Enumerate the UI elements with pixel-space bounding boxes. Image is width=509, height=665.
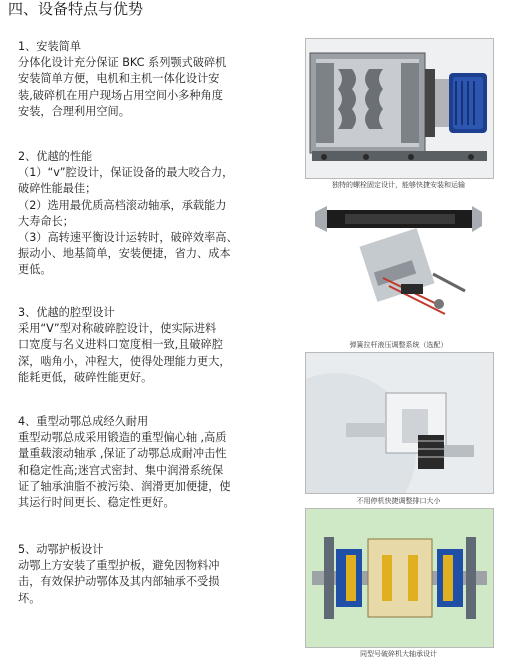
feature-heading: 1、安装简单 bbox=[18, 40, 82, 53]
feature-line: 采用“V”型对称破碎腔设计，使实际进料 bbox=[18, 322, 217, 336]
figure-caption: 不用停机快捷调整排口大小 bbox=[356, 497, 441, 505]
feature-line: 量重载滚动轴承 ,保证了动鄂总成耐冲击性 bbox=[18, 447, 227, 461]
feature-line: 分体化设计充分保证 BKC 系列颚式破碎机 bbox=[18, 56, 227, 70]
figure-caption: 独特的螺栓固定设计，能够快捷安装和运输 bbox=[332, 181, 465, 189]
crusher-assembly-illustration bbox=[306, 39, 493, 178]
section-title: 四、设备特点与优势 bbox=[8, 0, 144, 18]
figure-caption: 弹簧拉杆液压调整系统（选配） bbox=[349, 341, 448, 349]
crusher-assembly-figure bbox=[305, 38, 494, 179]
feature-heading: 4、重型动鄂总成经久耐用 bbox=[18, 415, 149, 428]
hydraulic-system-figure bbox=[305, 196, 492, 336]
discharge-adjust-illustration bbox=[306, 353, 493, 493]
feature-section-1 bbox=[18, 39, 250, 120]
feature-line: 证了轴承油脂不被污染、润滑更加便捷，使 bbox=[18, 479, 231, 493]
feature-line: 击，有效保护动鄂体及其内部轴承不受损 bbox=[18, 575, 220, 589]
feature-heading: 5、动鄂护板设计 bbox=[18, 543, 104, 556]
hydraulic-system-illustration bbox=[305, 196, 492, 336]
feature-line: （1）“v”腔设计，保证设备的最大咬合力， bbox=[18, 166, 234, 180]
feature-section-3 bbox=[18, 305, 250, 386]
feature-section-2 bbox=[18, 149, 250, 279]
feature-line: 破碎性能最佳； bbox=[18, 182, 97, 196]
feature-line: 口宽度与名义进料口宽度相一致,且破碎腔 bbox=[18, 338, 223, 352]
feature-line: 安装，合理利用空间。 bbox=[18, 104, 130, 118]
feature-line: 更低。 bbox=[18, 263, 52, 277]
feature-line: 动鄂上方安装了重型护板，避免因物料冲 bbox=[18, 559, 220, 573]
feature-line: 其运行时间更长、稳定性更好。 bbox=[18, 496, 175, 510]
feature-section-4 bbox=[18, 414, 250, 511]
feature-line: 深，啮角小，冲程大，使得处理能力更大， bbox=[18, 354, 231, 368]
feature-line: 能耗更低，破碎性能更好。 bbox=[18, 370, 153, 384]
feature-line: （3）高转速平衡设计运转时，破碎效率高、 bbox=[18, 231, 238, 245]
feature-line: 大寿命长； bbox=[18, 214, 74, 228]
feature-heading: 3、优越的腔型设计 bbox=[18, 306, 115, 319]
feature-line: 安装简单方便，电机和主机一体化设计安 bbox=[18, 72, 220, 86]
discharge-adjust-figure bbox=[305, 352, 494, 494]
feature-line: 装,破碎机在用户现场占用空间小多种角度 bbox=[18, 88, 223, 102]
feature-line: 振动小、地基简单，安装便捷，省力、成本 bbox=[18, 247, 231, 261]
bearing-design-figure bbox=[305, 508, 494, 648]
bearing-design-illustration bbox=[306, 509, 493, 647]
feature-line: 坏。 bbox=[18, 591, 41, 605]
feature-line: 和稳定性高;迷宫式密封、集中润滑系统保 bbox=[18, 463, 224, 477]
figure-caption: 同型号破碎机大轴承设计 bbox=[360, 650, 437, 658]
feature-line: 重型动鄂总成采用锻造的重型偏心轴 ,高质 bbox=[18, 431, 227, 445]
feature-section-5 bbox=[18, 542, 250, 607]
feature-heading: 2、优越的性能 bbox=[18, 150, 93, 163]
feature-line: （2）选用最优质高档滚动轴承，承载能力 bbox=[18, 198, 227, 212]
